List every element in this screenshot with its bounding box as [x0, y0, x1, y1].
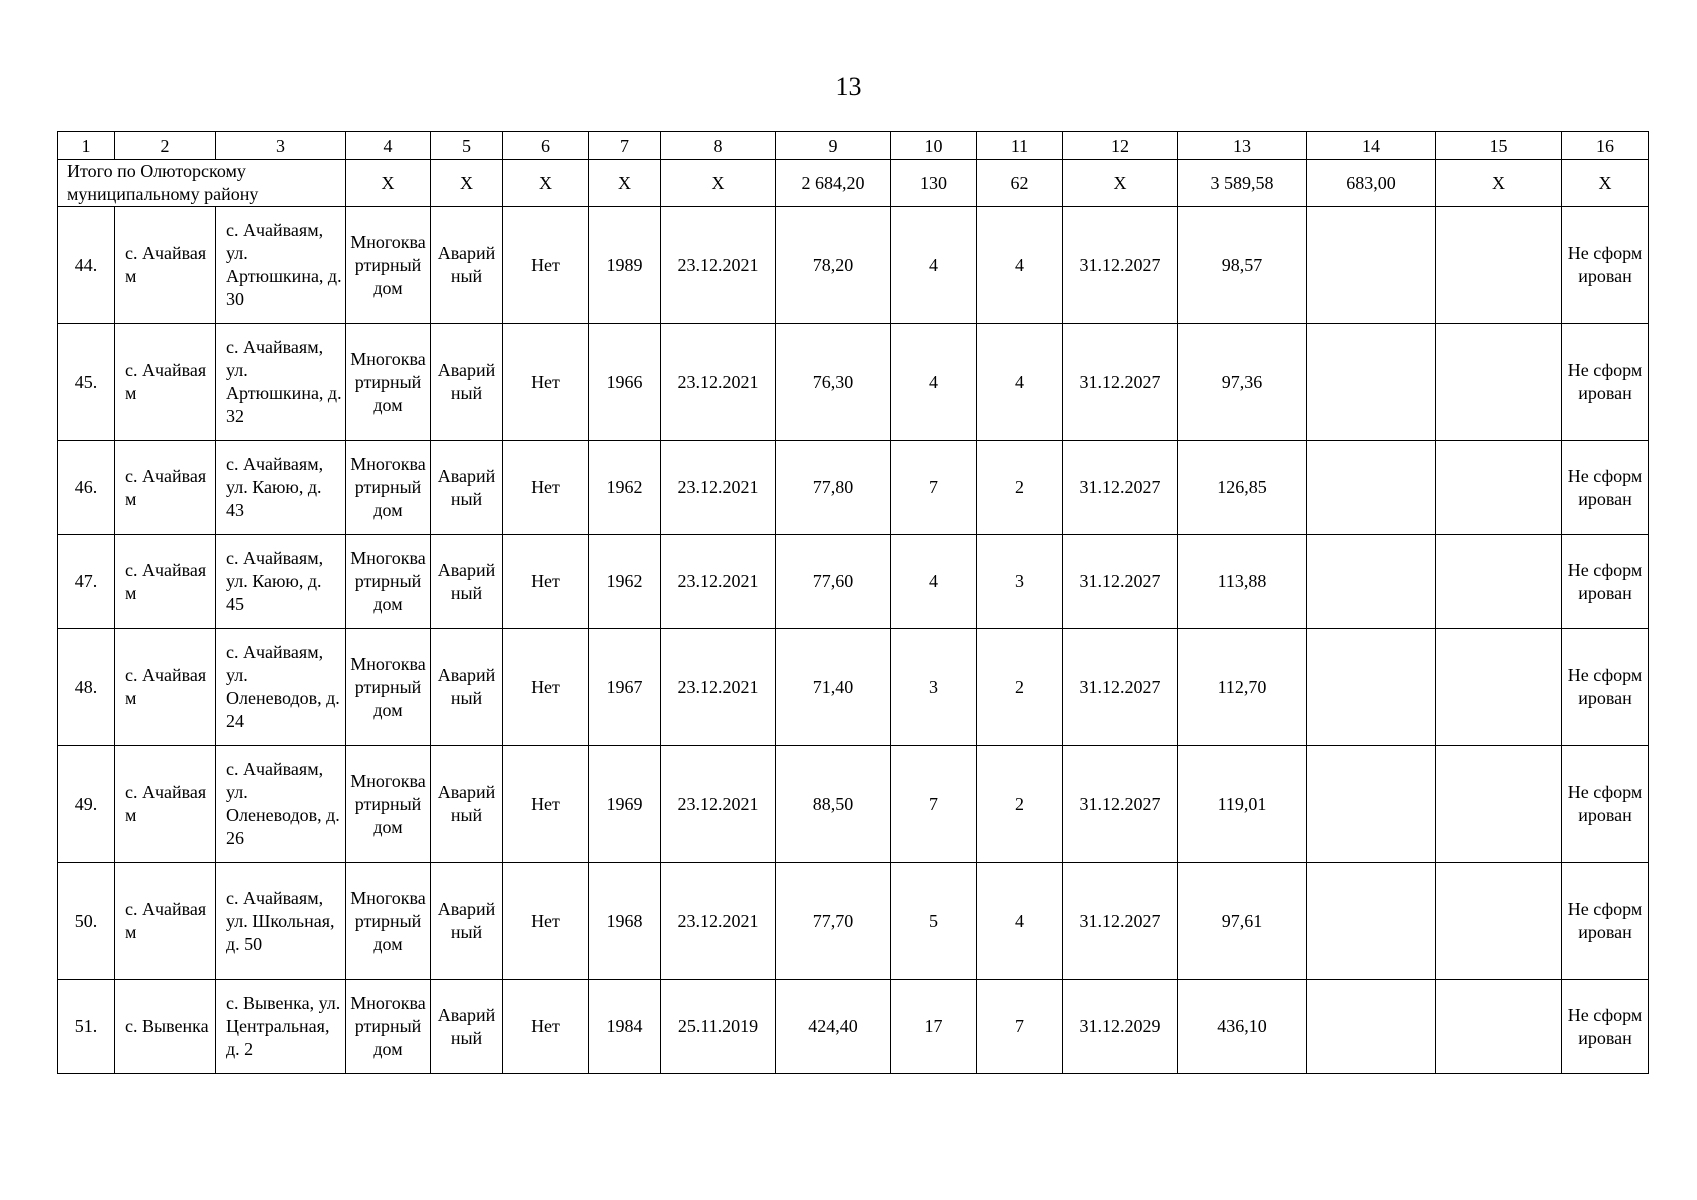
col16-cell: Не сформирован	[1562, 207, 1649, 324]
col6-cell: Нет	[503, 746, 589, 863]
col13-cell: 98,57	[1178, 207, 1307, 324]
settlement-cell: с. Ачайваям	[115, 207, 216, 324]
address-cell: с. Ачайваям, ул. Артюшкина, д. 30	[216, 207, 346, 324]
col10-cell: 4	[891, 324, 977, 441]
column-number-11: 11	[977, 132, 1063, 160]
settlement-cell: с. Ачайваям	[115, 535, 216, 629]
address-cell: с. Ачайваям, ул. Школьная, д. 50	[216, 863, 346, 980]
building-type-cell: Многоквартирный дом	[346, 746, 431, 863]
col14-cell	[1307, 441, 1436, 535]
col16-cell: Не сформирован	[1562, 535, 1649, 629]
total-value-col-11: 62	[977, 160, 1063, 207]
year-cell: 1968	[589, 863, 661, 980]
col15-cell	[1436, 324, 1562, 441]
page-number: 13	[835, 72, 862, 101]
col6-cell: Нет	[503, 863, 589, 980]
condition-cell: Аварийный	[431, 980, 503, 1074]
column-number-4: 4	[346, 132, 431, 160]
col15-cell	[1436, 746, 1562, 863]
total-value-col-9: 2 684,20	[776, 160, 891, 207]
address-cell: с. Ачайваям, ул. Каюю, д. 43	[216, 441, 346, 535]
table-row	[58, 629, 1649, 746]
building-type-cell: Многоквартирный дом	[346, 980, 431, 1074]
column-number-6: 6	[503, 132, 589, 160]
col16-cell: Не сформирован	[1562, 324, 1649, 441]
col10-cell: 5	[891, 863, 977, 980]
year-cell: 1962	[589, 441, 661, 535]
settlement-cell: с. Ачайваям	[115, 441, 216, 535]
col14-cell	[1307, 207, 1436, 324]
address-cell: с. Ачайваям, ул. Оленеводов, д. 24	[216, 629, 346, 746]
total-value-col-15: X	[1436, 160, 1562, 207]
recognition-date-cell: 25.11.2019	[661, 980, 776, 1074]
table-row	[58, 324, 1649, 441]
resettlement-deadline-cell: 31.12.2027	[1063, 746, 1178, 863]
column-number-13: 13	[1178, 132, 1307, 160]
col6-cell: Нет	[503, 324, 589, 441]
row-number: 50.	[58, 863, 115, 980]
recognition-date-cell: 23.12.2021	[661, 324, 776, 441]
col11-cell: 3	[977, 535, 1063, 629]
address-cell: с. Ачайваям, ул. Артюшкина, д. 32	[216, 324, 346, 441]
col10-cell: 4	[891, 207, 977, 324]
building-type-cell: Многоквартирный дом	[346, 441, 431, 535]
row-number: 47.	[58, 535, 115, 629]
recognition-date-cell: 23.12.2021	[661, 629, 776, 746]
column-number-row	[58, 132, 1649, 160]
col11-cell: 4	[977, 863, 1063, 980]
year-cell: 1984	[589, 980, 661, 1074]
col15-cell	[1436, 863, 1562, 980]
total-value-col-13: 3 589,58	[1178, 160, 1307, 207]
column-number-3: 3	[216, 132, 346, 160]
total-value-col-16: X	[1562, 160, 1649, 207]
col6-cell: Нет	[503, 207, 589, 324]
col14-cell	[1307, 535, 1436, 629]
building-type-cell: Многоквартирный дом	[346, 863, 431, 980]
col16-cell: Не сформирован	[1562, 746, 1649, 863]
settlement-cell: с. Ачайваям	[115, 746, 216, 863]
condition-cell: Аварийный	[431, 629, 503, 746]
col14-cell	[1307, 629, 1436, 746]
col10-cell: 7	[891, 441, 977, 535]
area-cell: 71,40	[776, 629, 891, 746]
total-value-col-8: X	[661, 160, 776, 207]
area-cell: 78,20	[776, 207, 891, 324]
col13-cell: 97,61	[1178, 863, 1307, 980]
resettlement-deadline-cell: 31.12.2027	[1063, 535, 1178, 629]
col10-cell: 17	[891, 980, 977, 1074]
col13-cell: 436,10	[1178, 980, 1307, 1074]
total-value-col-5: X	[431, 160, 503, 207]
recognition-date-cell: 23.12.2021	[661, 863, 776, 980]
year-cell: 1967	[589, 629, 661, 746]
total-label: Итого по Олюторскому муниципальному району	[58, 160, 346, 207]
col11-cell: 4	[977, 324, 1063, 441]
resettlement-deadline-cell: 31.12.2029	[1063, 980, 1178, 1074]
col10-cell: 4	[891, 535, 977, 629]
col16-cell: Не сформирован	[1562, 441, 1649, 535]
resettlement-deadline-cell: 31.12.2027	[1063, 863, 1178, 980]
column-number-16: 16	[1562, 132, 1649, 160]
condition-cell: Аварийный	[431, 863, 503, 980]
address-cell: с. Вывенка, ул. Центральная, д. 2	[216, 980, 346, 1074]
col13-cell: 112,70	[1178, 629, 1307, 746]
total-value-col-6: X	[503, 160, 589, 207]
column-number-10: 10	[891, 132, 977, 160]
recognition-date-cell: 23.12.2021	[661, 535, 776, 629]
year-cell: 1969	[589, 746, 661, 863]
total-row	[58, 160, 1649, 207]
col13-cell: 97,36	[1178, 324, 1307, 441]
column-number-2: 2	[115, 132, 216, 160]
col14-cell	[1307, 863, 1436, 980]
col13-cell: 126,85	[1178, 441, 1307, 535]
column-number-15: 15	[1436, 132, 1562, 160]
area-cell: 77,80	[776, 441, 891, 535]
recognition-date-cell: 23.12.2021	[661, 746, 776, 863]
settlement-cell: с. Вывенка	[115, 980, 216, 1074]
col11-cell: 2	[977, 746, 1063, 863]
col11-cell: 4	[977, 207, 1063, 324]
building-type-cell: Многоквартирный дом	[346, 207, 431, 324]
row-number: 49.	[58, 746, 115, 863]
col6-cell: Нет	[503, 629, 589, 746]
col15-cell	[1436, 980, 1562, 1074]
col13-cell: 113,88	[1178, 535, 1307, 629]
col15-cell	[1436, 441, 1562, 535]
total-value-col-14: 683,00	[1307, 160, 1436, 207]
column-number-12: 12	[1063, 132, 1178, 160]
settlement-cell: с. Ачайваям	[115, 629, 216, 746]
recognition-date-cell: 23.12.2021	[661, 441, 776, 535]
condition-cell: Аварийный	[431, 746, 503, 863]
area-cell: 77,70	[776, 863, 891, 980]
col14-cell	[1307, 746, 1436, 863]
col14-cell	[1307, 980, 1436, 1074]
year-cell: 1966	[589, 324, 661, 441]
column-number-7: 7	[589, 132, 661, 160]
row-number: 51.	[58, 980, 115, 1074]
table-row	[58, 746, 1649, 863]
col16-cell: Не сформирован	[1562, 863, 1649, 980]
total-value-col-12: X	[1063, 160, 1178, 207]
table-row	[58, 535, 1649, 629]
housing-registry-table	[57, 131, 1649, 1074]
resettlement-deadline-cell: 31.12.2027	[1063, 324, 1178, 441]
condition-cell: Аварийный	[431, 324, 503, 441]
area-cell: 424,40	[776, 980, 891, 1074]
col6-cell: Нет	[503, 535, 589, 629]
col15-cell	[1436, 629, 1562, 746]
total-value-col-4: X	[346, 160, 431, 207]
total-value-col-7: X	[589, 160, 661, 207]
row-number: 48.	[58, 629, 115, 746]
resettlement-deadline-cell: 31.12.2027	[1063, 207, 1178, 324]
col6-cell: Нет	[503, 980, 589, 1074]
address-cell: с. Ачайваям, ул. Оленеводов, д. 26	[216, 746, 346, 863]
area-cell: 88,50	[776, 746, 891, 863]
table-row	[58, 980, 1649, 1074]
col15-cell	[1436, 207, 1562, 324]
settlement-cell: с. Ачайваям	[115, 324, 216, 441]
settlement-cell: с. Ачайваям	[115, 863, 216, 980]
area-cell: 76,30	[776, 324, 891, 441]
resettlement-deadline-cell: 31.12.2027	[1063, 629, 1178, 746]
year-cell: 1962	[589, 535, 661, 629]
col10-cell: 7	[891, 746, 977, 863]
row-number: 45.	[58, 324, 115, 441]
table-row	[58, 441, 1649, 535]
address-cell: с. Ачайваям, ул. Каюю, д. 45	[216, 535, 346, 629]
col11-cell: 7	[977, 980, 1063, 1074]
building-type-cell: Многоквартирный дом	[346, 535, 431, 629]
column-number-14: 14	[1307, 132, 1436, 160]
col11-cell: 2	[977, 629, 1063, 746]
col6-cell: Нет	[503, 441, 589, 535]
col11-cell: 2	[977, 441, 1063, 535]
column-number-1: 1	[58, 132, 115, 160]
condition-cell: Аварийный	[431, 441, 503, 535]
recognition-date-cell: 23.12.2021	[661, 207, 776, 324]
table-row	[58, 863, 1649, 980]
column-number-9: 9	[776, 132, 891, 160]
col13-cell: 119,01	[1178, 746, 1307, 863]
col16-cell: Не сформирован	[1562, 980, 1649, 1074]
area-cell: 77,60	[776, 535, 891, 629]
building-type-cell: Многоквартирный дом	[346, 324, 431, 441]
col16-cell: Не сформирован	[1562, 629, 1649, 746]
row-number: 44.	[58, 207, 115, 324]
column-number-5: 5	[431, 132, 503, 160]
resettlement-deadline-cell: 31.12.2027	[1063, 441, 1178, 535]
building-type-cell: Многоквартирный дом	[346, 629, 431, 746]
condition-cell: Аварийный	[431, 207, 503, 324]
col14-cell	[1307, 324, 1436, 441]
col15-cell	[1436, 535, 1562, 629]
col10-cell: 3	[891, 629, 977, 746]
year-cell: 1989	[589, 207, 661, 324]
column-number-8: 8	[661, 132, 776, 160]
total-value-col-10: 130	[891, 160, 977, 207]
condition-cell: Аварийный	[431, 535, 503, 629]
row-number: 46.	[58, 441, 115, 535]
table-row	[58, 207, 1649, 324]
